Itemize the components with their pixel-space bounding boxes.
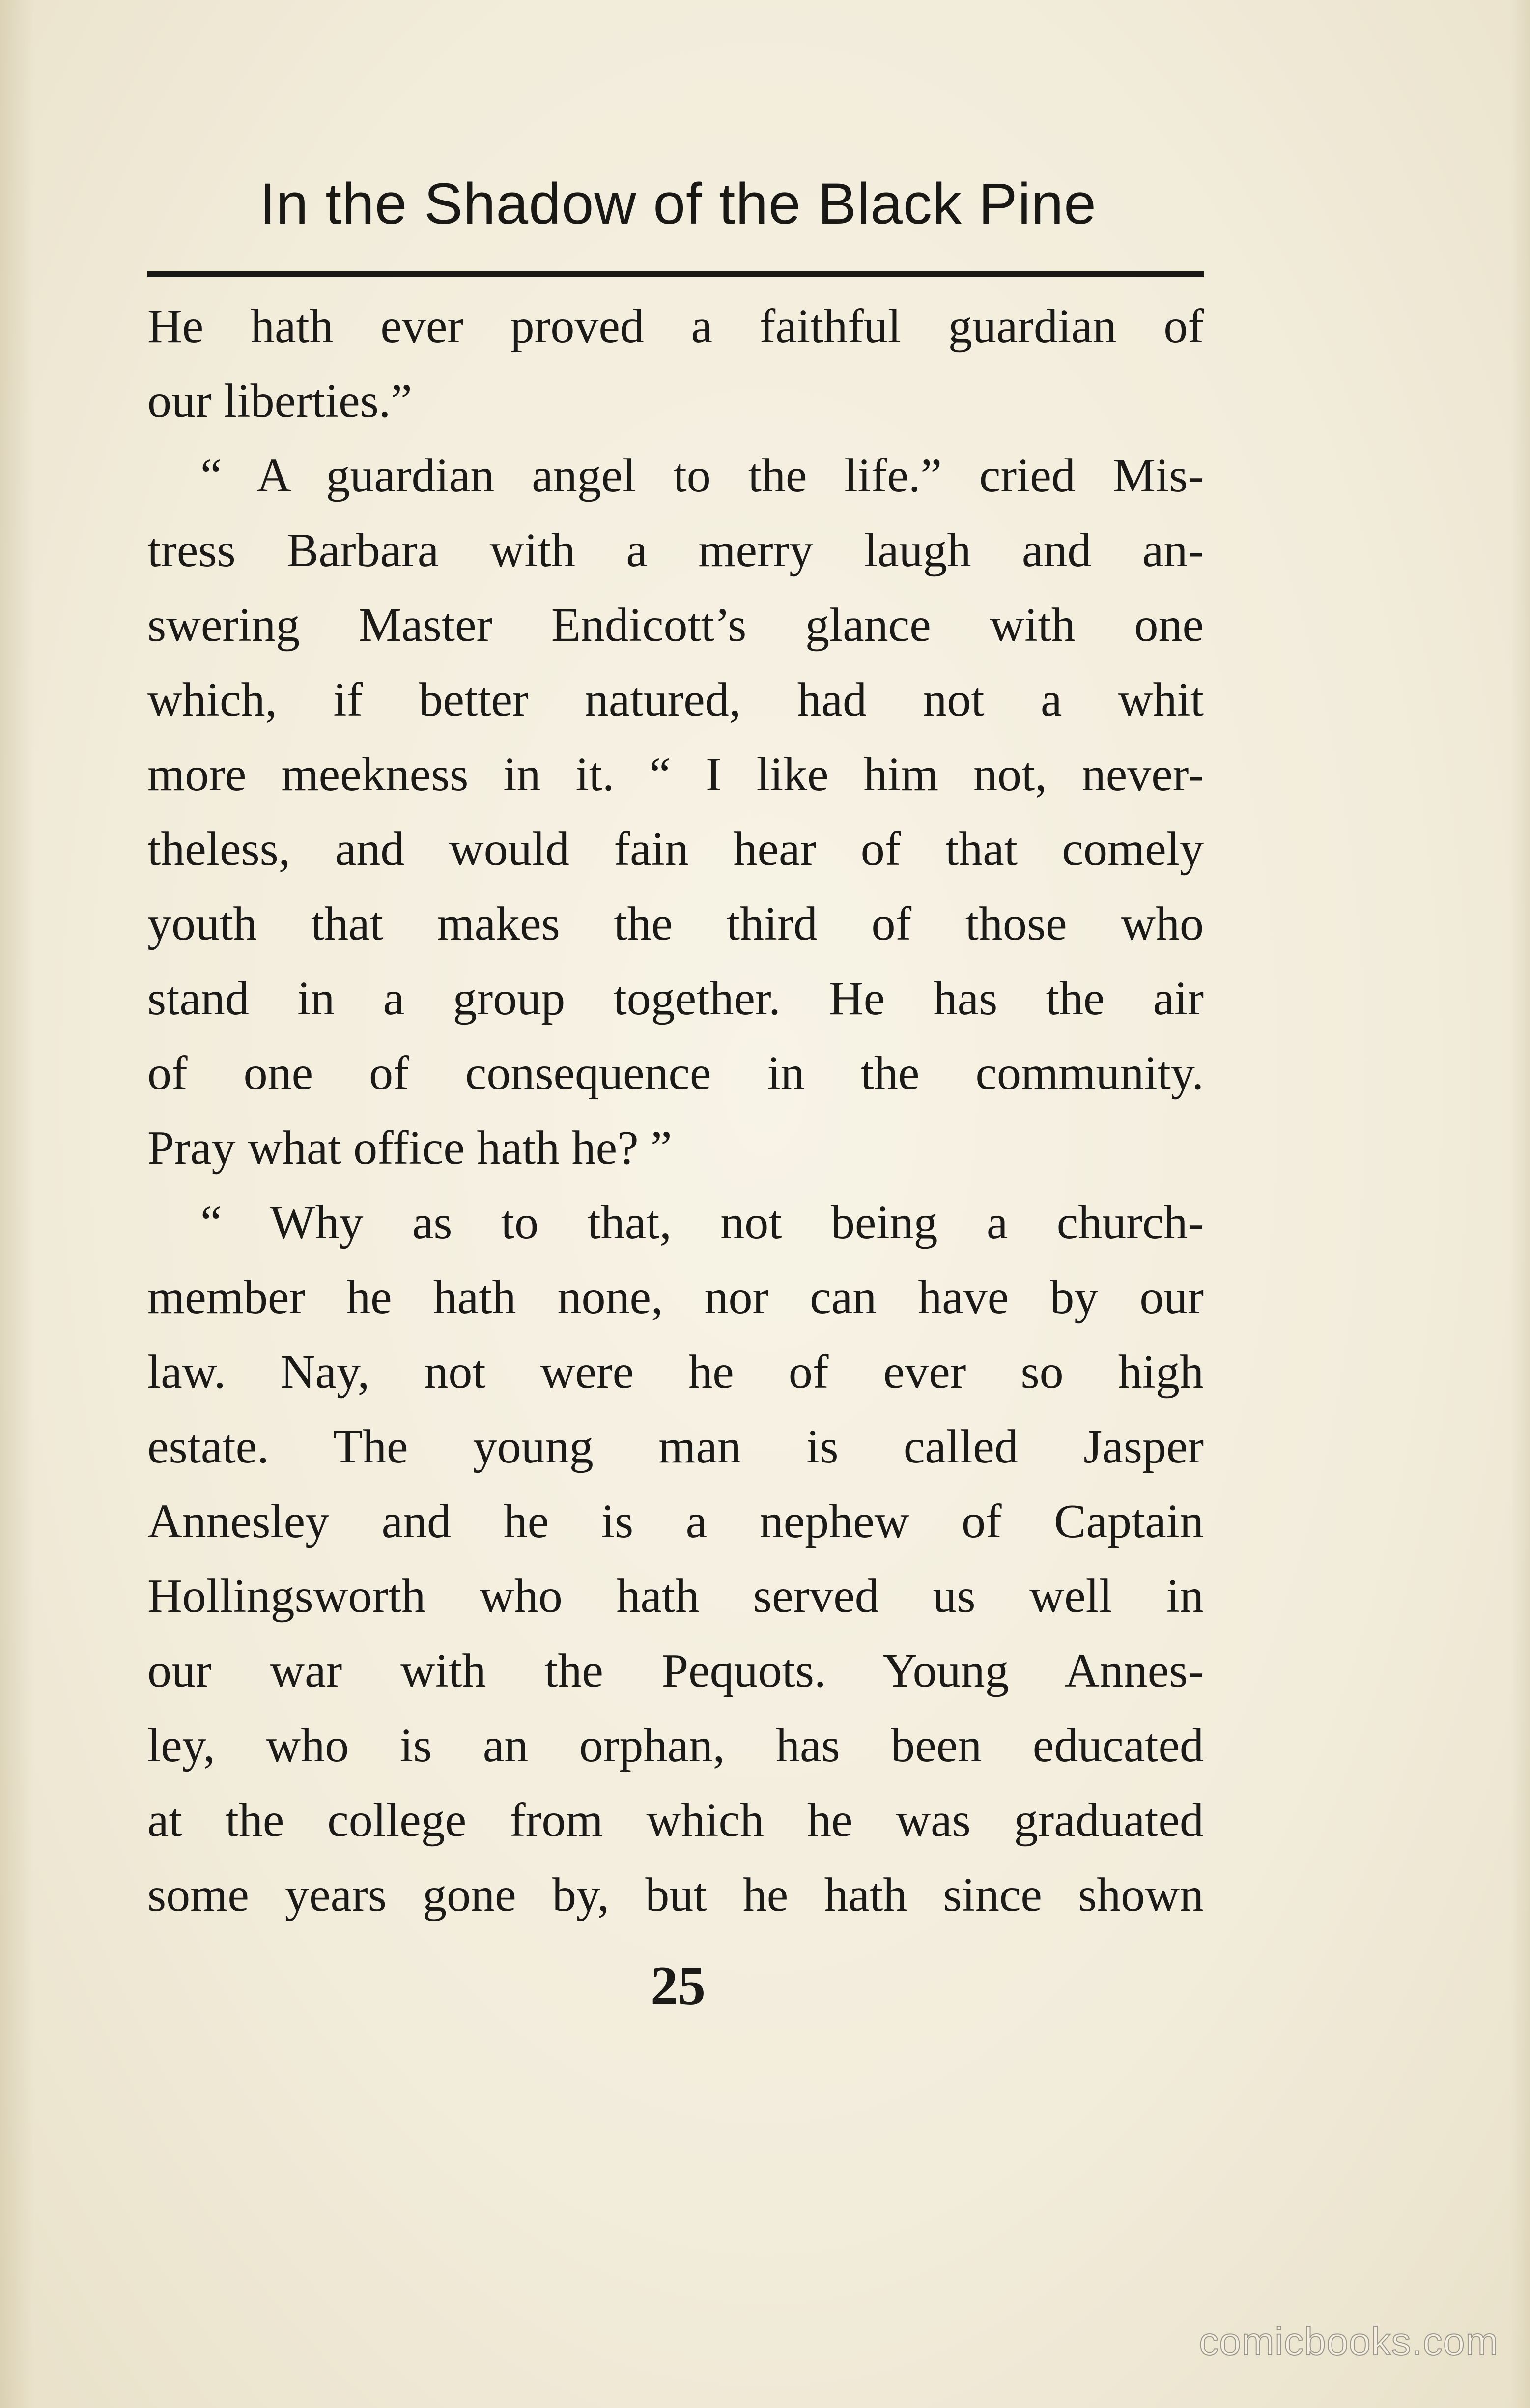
watermark: comicbooks.com [1199, 2320, 1499, 2363]
running-head: In the Shadow of the Black Pine [259, 172, 1097, 236]
text-line: stand in a group together. He has the air [147, 972, 1204, 1025]
text-line: ley, who is an orphan, has been educated [147, 1719, 1204, 1772]
page-edge-shadow-right [1510, 0, 1530, 2408]
page-number: 25 [651, 1955, 706, 2016]
text-line: our war with the Pequots. Young Annes- [147, 1644, 1204, 1697]
text-line: law. Nay, not were he of ever so high [147, 1346, 1204, 1399]
text-line: Hollingsworth who hath served us well in [147, 1570, 1204, 1623]
text-line: which, if better natured, had not a whit [147, 673, 1204, 726]
body-text [147, 289, 1204, 1932]
text-line: more meekness in it. “ I like him not, never- [147, 748, 1204, 801]
text-line: Annesley and he is a nephew of Captain [147, 1495, 1204, 1548]
text-line: tress Barbara with a merry laugh and an- [147, 524, 1204, 577]
text-line: of one of consequence in the community. [147, 1047, 1204, 1100]
header-rule [147, 271, 1204, 277]
text-line: youth that makes the third of those who [147, 897, 1204, 950]
text-line: “ Why as to that, not being a church- [200, 1196, 1204, 1249]
text-line: theless, and would fain hear of that comely [147, 823, 1204, 876]
text-line: Pray what office hath he? ” [147, 1121, 672, 1175]
text-line: member he hath none, nor can have by our [147, 1271, 1204, 1324]
text-line: some years gone by, but he hath since shown [147, 1868, 1204, 1921]
text-line: at the college from which he was graduated [147, 1794, 1204, 1847]
text-line: He hath ever proved a faithful guardian of [147, 300, 1204, 353]
text-line: estate. The young man is called Jasper [147, 1420, 1204, 1473]
page-edge-shadow-left [0, 0, 34, 2408]
text-line: “ A guardian angel to the life.” cried Mis- [200, 449, 1204, 502]
text-line: swering Master Endicott’s glance with one [147, 599, 1204, 652]
text-line: our liberties.” [147, 374, 412, 428]
